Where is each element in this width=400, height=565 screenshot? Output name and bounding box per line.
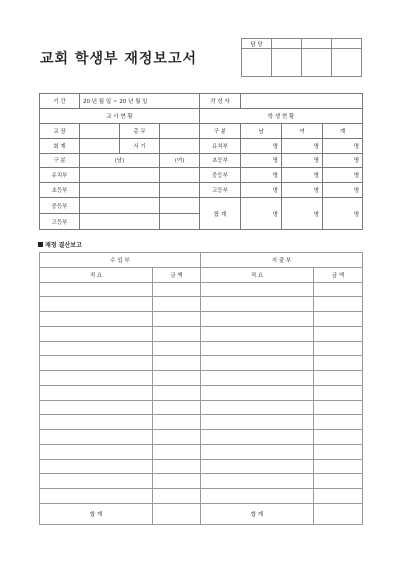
income-desc-cell[interactable] — [40, 356, 153, 371]
income-amount-cell[interactable] — [153, 385, 201, 400]
expense-desc-cell[interactable] — [201, 356, 314, 371]
ledger-row — [40, 371, 363, 386]
ledger-row — [40, 356, 363, 371]
total-count-cell[interactable]: 명 — [282, 198, 323, 230]
principal-label: 교 장 — [40, 123, 80, 138]
expense-amount-cell[interactable] — [314, 400, 363, 415]
elementary-label: 초등부 — [200, 153, 241, 168]
expense-desc-cell[interactable] — [201, 400, 314, 415]
count-cell[interactable]: 명 — [323, 153, 363, 168]
high-label: 고등부 — [200, 183, 241, 198]
count-cell[interactable]: 명 — [241, 153, 282, 168]
expense-total-label: 합 계 — [201, 503, 314, 524]
expense-desc-cell[interactable] — [201, 444, 314, 459]
income-desc-cell[interactable] — [40, 400, 153, 415]
count-cell[interactable]: 명 — [282, 153, 323, 168]
kindergarten-label: 유치부 — [200, 138, 241, 153]
chief-label: 총 무 — [120, 123, 160, 138]
income-amount-cell[interactable] — [153, 312, 201, 327]
income-amount-cell[interactable] — [153, 444, 201, 459]
expense-amount-cell[interactable] — [314, 356, 363, 371]
expense-desc-cell[interactable] — [201, 341, 314, 356]
expense-header: 지 출 부 — [201, 253, 363, 268]
approval-label: 담 당 — [242, 39, 272, 49]
expense-desc-cell[interactable] — [201, 430, 314, 445]
total-count-cell[interactable]: 명 — [323, 198, 363, 230]
square-bullet-icon — [38, 242, 43, 247]
teacher-count-cell[interactable] — [160, 168, 200, 183]
expense-amount-cell[interactable] — [314, 459, 363, 474]
expense-desc-cell[interactable] — [201, 312, 314, 327]
page-title: 교회 학생부 재정보고서 — [40, 51, 197, 67]
income-desc-cell[interactable] — [40, 282, 153, 297]
accountant-field[interactable] — [80, 138, 120, 153]
approval-cell[interactable] — [302, 39, 332, 49]
expense-desc-cell[interactable] — [201, 385, 314, 400]
author-label: 작 성 자 — [200, 94, 241, 109]
teacher-count-cell[interactable] — [80, 214, 160, 230]
count-cell[interactable]: 명 — [282, 183, 323, 198]
ledger-row — [40, 341, 363, 356]
ledger-row — [40, 312, 363, 327]
signature-cell[interactable] — [272, 49, 302, 77]
female-teacher-label: (여) — [160, 153, 200, 168]
ledger-row — [40, 297, 363, 312]
income-desc-cell[interactable] — [40, 371, 153, 386]
overview-table — [39, 93, 363, 230]
ledger-row — [40, 444, 363, 459]
teacher-count-cell[interactable] — [160, 198, 200, 214]
income-desc-cell[interactable] — [40, 341, 153, 356]
signature-cell[interactable] — [302, 49, 332, 77]
expense-desc-cell[interactable] — [201, 326, 314, 341]
expense-amount-cell[interactable] — [314, 341, 363, 356]
income-desc-cell[interactable] — [40, 312, 153, 327]
income-desc-cell[interactable] — [40, 459, 153, 474]
income-amount-cell[interactable] — [153, 356, 201, 371]
ledger-row — [40, 459, 363, 474]
income-amount-cell[interactable] — [153, 297, 201, 312]
income-desc-cell[interactable] — [40, 444, 153, 459]
income-amount-cell[interactable] — [153, 430, 201, 445]
income-amount-header: 금 액 — [153, 267, 201, 282]
teacher-count-cell[interactable] — [80, 183, 160, 198]
sum-header: 계 — [323, 123, 363, 138]
income-desc-cell[interactable] — [40, 385, 153, 400]
expense-desc-cell[interactable] — [201, 282, 314, 297]
accountant-label: 회 계 — [40, 138, 80, 153]
secretary-label: 서 기 — [120, 138, 160, 153]
period-label: 기 간 — [40, 94, 80, 109]
expense-desc-cell[interactable] — [201, 297, 314, 312]
income-amount-cell[interactable] — [153, 415, 201, 430]
income-amount-cell[interactable] — [153, 341, 201, 356]
expense-amount-cell[interactable] — [314, 326, 363, 341]
income-amount-cell[interactable] — [153, 459, 201, 474]
income-desc-cell[interactable] — [40, 415, 153, 430]
count-cell[interactable]: 명 — [282, 138, 323, 153]
count-cell[interactable]: 명 — [241, 138, 282, 153]
expense-amount-cell[interactable] — [314, 297, 363, 312]
count-cell[interactable]: 명 — [323, 183, 363, 198]
expense-desc-cell[interactable] — [201, 459, 314, 474]
middle-label: 중등부 — [200, 168, 241, 183]
finance-section-title: 재정 결산보고 — [45, 242, 82, 249]
count-cell[interactable]: 명 — [241, 183, 282, 198]
approval-cell[interactable] — [272, 39, 302, 49]
expense-amount-cell[interactable] — [314, 474, 363, 489]
author-field[interactable] — [241, 94, 363, 109]
count-cell[interactable]: 명 — [323, 138, 363, 153]
expense-desc-cell[interactable] — [201, 415, 314, 430]
expense-amount-cell[interactable] — [314, 489, 363, 504]
secretary-field[interactable] — [160, 138, 200, 153]
income-desc-header: 적 요 — [40, 267, 153, 282]
principal-field[interactable] — [80, 123, 120, 138]
income-amount-cell[interactable] — [153, 400, 201, 415]
ledger-row — [40, 474, 363, 489]
elementary-teacher-label: 초등부 — [40, 183, 80, 198]
teacher-count-cell[interactable] — [160, 183, 200, 198]
teacher-count-cell[interactable] — [160, 214, 200, 230]
income-amount-cell[interactable] — [153, 474, 201, 489]
expense-amount-cell[interactable] — [314, 371, 363, 386]
ledger-total-row — [40, 503, 363, 524]
income-amount-cell[interactable] — [153, 489, 201, 504]
student-division-label: 구 분 — [200, 123, 241, 138]
count-cell[interactable]: 명 — [241, 168, 282, 183]
total-label: 합 계 — [200, 198, 241, 230]
kindergarten-teacher-label: 유치부 — [40, 168, 80, 183]
income-desc-cell[interactable] — [40, 489, 153, 504]
expense-desc-cell[interactable] — [201, 474, 314, 489]
teacher-division-label: 구 분 — [40, 153, 80, 168]
expense-total-amount[interactable] — [314, 503, 363, 524]
ledger-row — [40, 489, 363, 504]
middle-teacher-label: 중등부 — [40, 198, 80, 214]
approval-box — [241, 38, 362, 77]
teacher-count-cell[interactable] — [80, 168, 160, 183]
income-amount-cell[interactable] — [153, 282, 201, 297]
count-cell[interactable]: 명 — [282, 168, 323, 183]
signature-cell[interactable] — [332, 49, 362, 77]
ledger-row — [40, 385, 363, 400]
income-desc-cell[interactable] — [40, 474, 153, 489]
income-amount-cell[interactable] — [153, 326, 201, 341]
expense-amount-header: 금 액 — [314, 267, 363, 282]
income-desc-cell[interactable] — [40, 326, 153, 341]
finance-section-heading — [38, 240, 82, 249]
income-desc-cell[interactable] — [40, 297, 153, 312]
female-header: 여 — [282, 123, 323, 138]
income-amount-cell[interactable] — [153, 371, 201, 386]
ledger-row — [40, 430, 363, 445]
chief-field[interactable] — [160, 123, 200, 138]
male-teacher-label: (남) — [80, 153, 160, 168]
expense-amount-cell[interactable] — [314, 444, 363, 459]
ledger-row — [40, 400, 363, 415]
income-header: 수 입 부 — [40, 253, 201, 268]
teachers-header: 교 사 현 황 — [40, 108, 200, 123]
count-cell[interactable]: 명 — [323, 168, 363, 183]
signature-cell[interactable] — [242, 49, 272, 77]
expense-amount-cell[interactable] — [314, 282, 363, 297]
expense-desc-header: 적 요 — [201, 267, 314, 282]
teacher-count-cell[interactable] — [80, 198, 160, 214]
expense-amount-cell[interactable] — [314, 385, 363, 400]
male-header: 남 — [241, 123, 282, 138]
expense-amount-cell[interactable] — [314, 430, 363, 445]
expense-amount-cell[interactable] — [314, 415, 363, 430]
expense-desc-cell[interactable] — [201, 489, 314, 504]
approval-cell[interactable] — [332, 39, 362, 49]
expense-amount-cell[interactable] — [314, 312, 363, 327]
expense-desc-cell[interactable] — [201, 371, 314, 386]
total-count-cell[interactable]: 명 — [241, 198, 282, 230]
ledger-row — [40, 282, 363, 297]
income-desc-cell[interactable] — [40, 430, 153, 445]
high-teacher-label: 고등부 — [40, 214, 80, 230]
finance-ledger-table — [39, 252, 363, 525]
students-header: 학 생 현 황 — [200, 108, 363, 123]
ledger-row — [40, 326, 363, 341]
ledger-row — [40, 415, 363, 430]
income-total-amount[interactable] — [153, 503, 201, 524]
period-value[interactable]: 20 년 월 일 ~ 20 년 월 일 — [80, 94, 200, 109]
income-total-label: 합 계 — [40, 503, 153, 524]
